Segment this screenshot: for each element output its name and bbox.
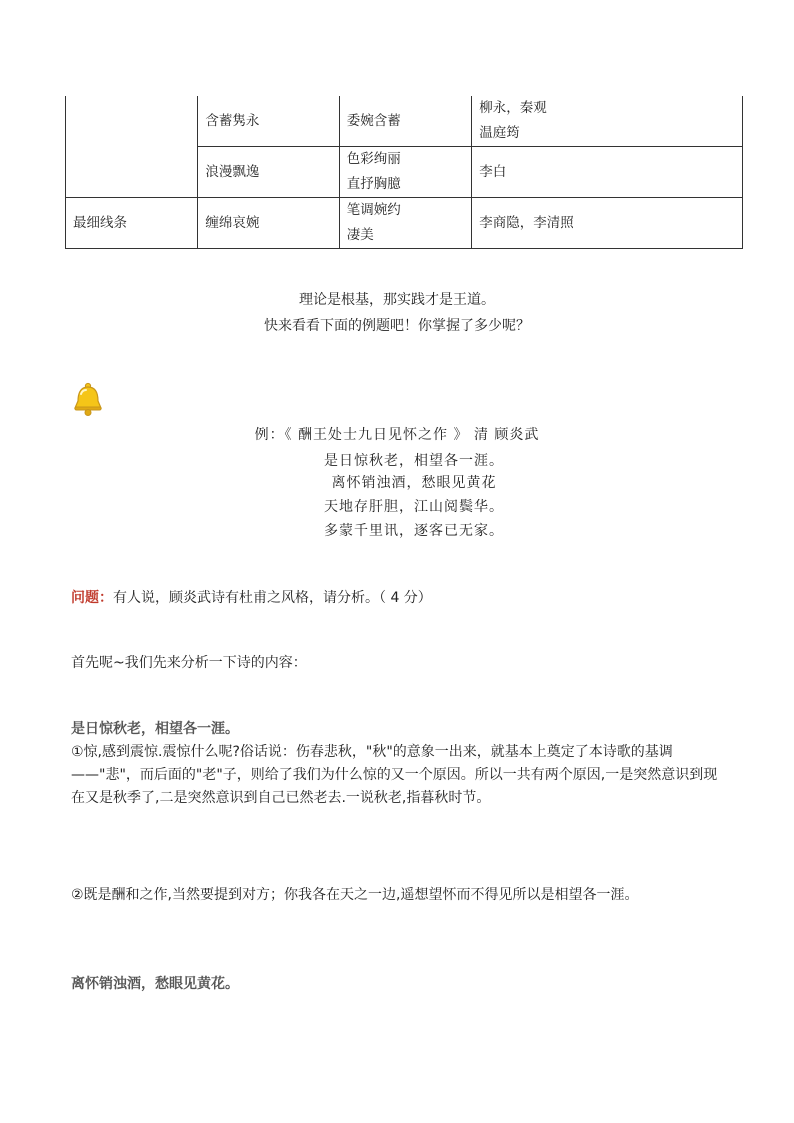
poem-title: 例：《 酬王处士九日见怀之作 》 清 顾炎武: [254, 427, 540, 443]
question-label: 问题：: [71, 590, 113, 606]
table-row: [66, 96, 743, 147]
poem-line: 多蒙千里讯，逐客已无家。: [324, 523, 504, 539]
intro-line-2: 快来看看下面的例题吧！你掌握了多少呢？: [264, 318, 530, 334]
table-row: [66, 198, 743, 249]
analysis-subhead-2: 离怀销浊酒，愁眼见黄花。: [71, 976, 239, 992]
poem-line: 天地存肝胆，江山阅鬓华。: [324, 499, 504, 515]
bell-icon: [72, 382, 104, 416]
table-cell-feature: 笔调婉约 凄美: [339, 198, 471, 249]
table-cell-style: 缠绵哀婉: [198, 198, 339, 249]
question-text: 有人说，顾炎武诗有杜甫之风格，请分析。（ 4 分）: [113, 590, 432, 606]
style-table: [65, 96, 743, 249]
table-cell-category: 最细线条: [66, 198, 198, 249]
table-cell-poets: 柳永，秦观 温庭筠: [472, 96, 743, 147]
table-cell-poets: 李商隐，李清照: [472, 198, 743, 249]
analysis-subhead-1: 是日惊秋老，相望各一涯。: [71, 721, 239, 737]
table-cell-feature: 委婉含蓄: [339, 96, 471, 147]
analysis-paragraph-1: ①惊,感到震惊.震惊什么呢?俗话说：伤春悲秋，"秋"的意象一出来，就基本上奠定了本诗歌的基调——"悲"，而后面的"老"子，则给了我们为什么惊的又一个原因。所以一共有两个原因,一是突然意识到现在又是秋季了,二是突然意识到自己已然老去.一说秋老,指暮秋时节。: [71, 744, 718, 806]
question: [71, 587, 432, 609]
poem-line: 是日惊秋老，相望各一涯。: [324, 453, 504, 469]
table-cell-style: 含蓄隽永: [198, 96, 339, 147]
table-cell-feature: 色彩绚丽 直抒胸臆: [339, 147, 471, 198]
table-cell-poets: 李白: [472, 147, 743, 198]
table-cell-category: [66, 96, 198, 198]
table-cell-style: 浪漫飘逸: [198, 147, 339, 198]
analysis-opening: 首先呢~我们先来分析一下诗的内容：: [71, 655, 307, 671]
poem-line: 离怀销浊酒，愁眼见黄花: [331, 475, 497, 491]
analysis-paragraph-2: ②既是酬和之作,当然要提到对方；你我各在天之一边,遥想望怀而不得见所以是相望各一涯。: [71, 887, 639, 903]
intro-line-1: 理论是根基，那实践才是王道。: [299, 292, 495, 308]
